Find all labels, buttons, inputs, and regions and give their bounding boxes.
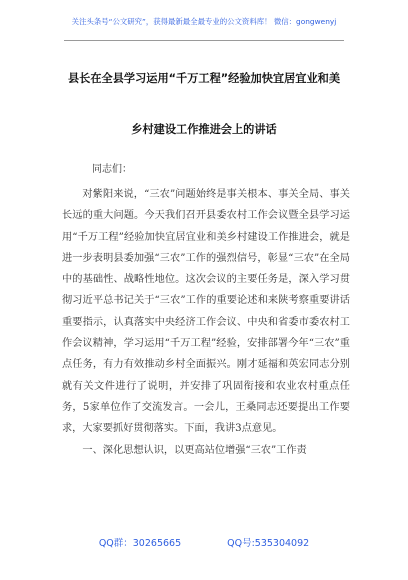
header-divider — [64, 40, 344, 41]
document-title-line-1: 县长在全县学习运用“千万工程”经验加快宜居宜业和美 — [67, 72, 341, 85]
footer-qq-number: QQ号:535304092 — [227, 538, 310, 549]
salutation: 同志们： — [92, 164, 132, 175]
footer-qq-group: QQ群：30265665 — [98, 538, 182, 549]
footer-contact — [0, 535, 408, 549]
paragraph: 对紫阳来说，“三农”问题始终是事关根本、事关全局、事关长远的重大问题。今天我们召开县委农村工作会议暨全县学习运用“千万工程”经验加快宜居宜业和美乡村建设工作推进会，就是进一步表明县委加强“三农”工作的强烈信号，彰显“三农”在全局中的基础性、战略性地位。这次会议的主要任务是，深入学习贯彻习近平总书记关于“三农”工作的重要论述和来陕考察重要讲话重要指示，认真落实中央经济工作会议、中央和省委市委农村工作会议精神，学习运用“千万工程”经验，安排部署今年“三农”重点任务，有力有效推动乡村全面振兴。刚才延福和英宏同志分别就有关文件进行了说明，并安排了巩固衔接和农业农村重点任务，5家单位作了交流发言。一会儿，王桑同志还要提出工作要求，大家要抓好贯彻落实。下面，我讲3点意见。 — [62, 189, 350, 435]
document-body — [62, 184, 350, 461]
header-banner: 关注头条号“公文研究”，获得最新最全最专业的公文资料库！ 微信：gongwenyj — [71, 17, 337, 26]
document-title-line-2: 乡村建设工作推进会上的讲话 — [131, 123, 277, 136]
paragraph: 一、深化思想认识，以更高站位增强“三农”工作责 — [82, 444, 307, 456]
